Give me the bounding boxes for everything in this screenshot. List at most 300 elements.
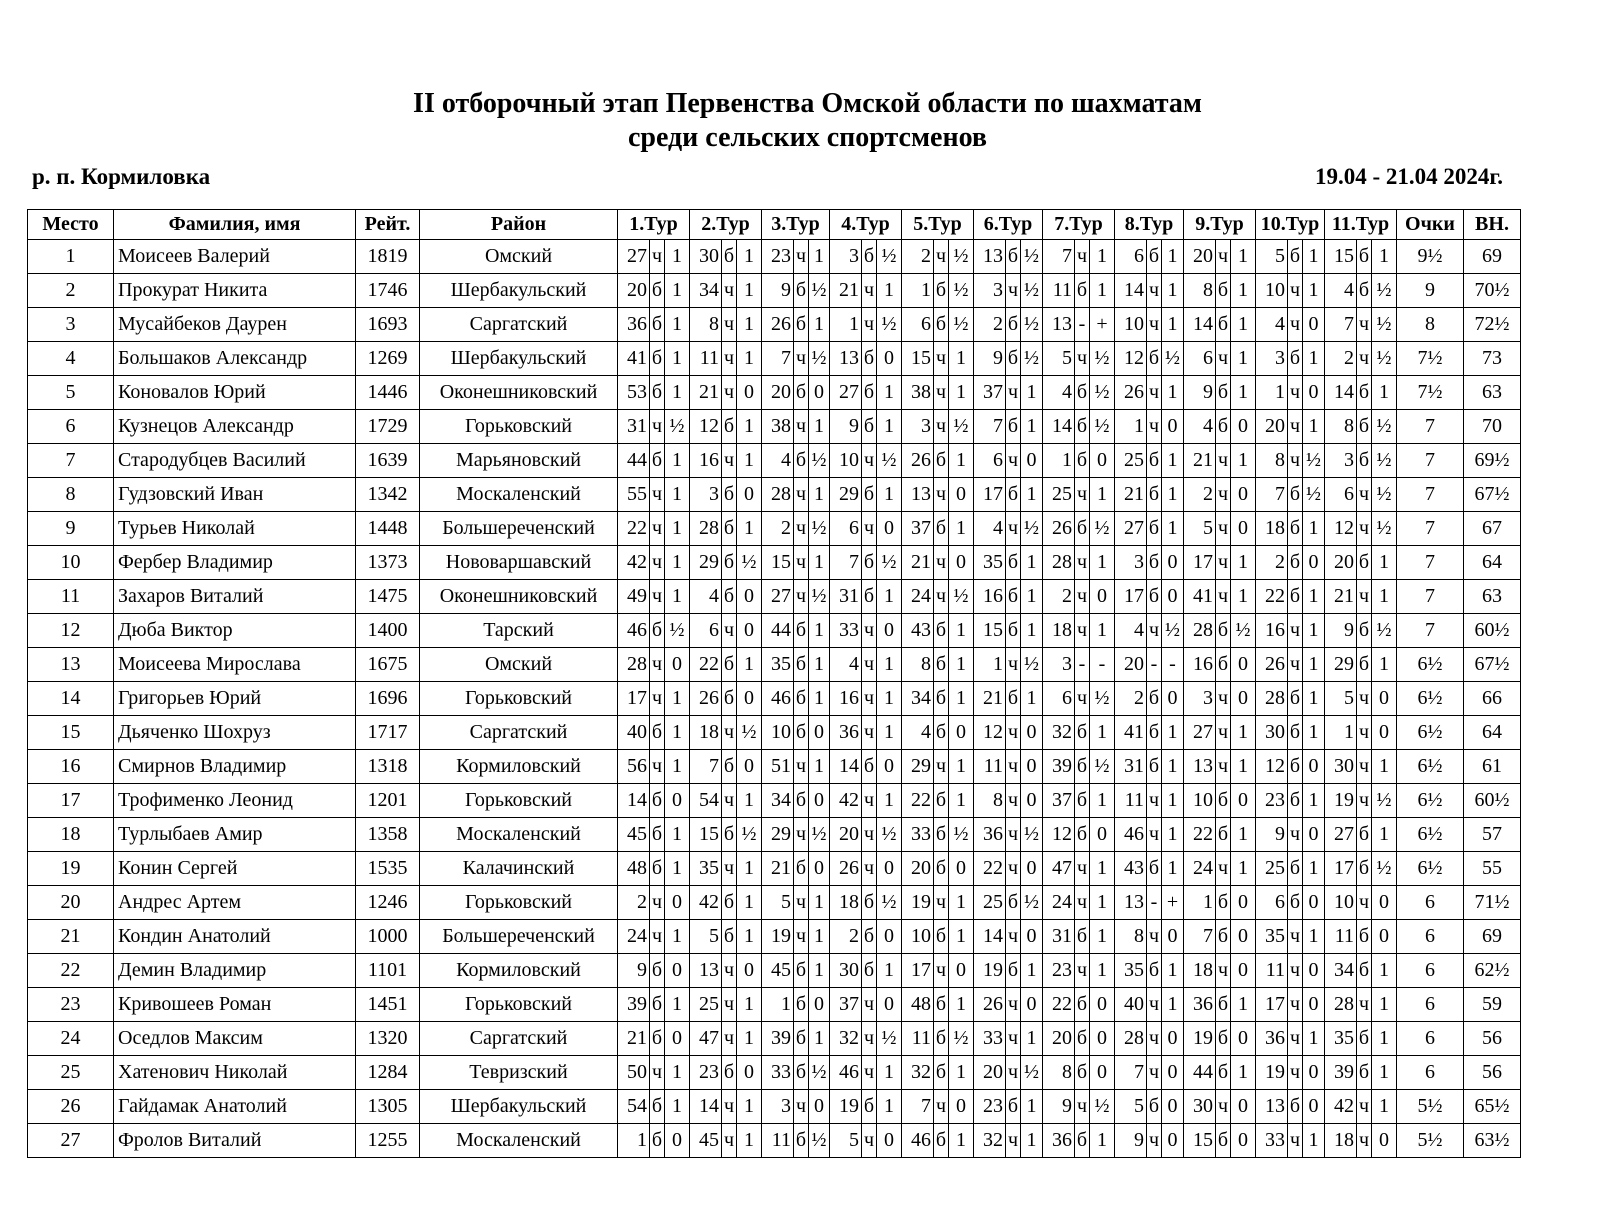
cell-opponent: 18 bbox=[1256, 512, 1288, 546]
cell-color: ч bbox=[1147, 920, 1162, 954]
cell-district: Горьковский bbox=[420, 988, 618, 1022]
cell-result: 0 bbox=[665, 784, 690, 818]
cell-result: 1 bbox=[1090, 614, 1115, 648]
header-round-2: 2.Тур bbox=[690, 210, 762, 240]
cell-color: ч bbox=[1147, 1056, 1162, 1090]
cell-result: 0 bbox=[737, 750, 762, 784]
cell-points: 5½ bbox=[1397, 1090, 1464, 1124]
cell-opponent: 23 bbox=[1043, 954, 1075, 988]
header-round-4: 4.Тур bbox=[830, 210, 902, 240]
cell-rating: 1255 bbox=[356, 1124, 420, 1158]
cell-place: 25 bbox=[28, 1056, 114, 1090]
cell-district: Марьяновский bbox=[420, 444, 618, 478]
table-row bbox=[28, 852, 1521, 886]
cell-opponent: 27 bbox=[830, 376, 862, 410]
cell-opponent: 31 bbox=[1115, 750, 1147, 784]
cell-color: б bbox=[934, 444, 949, 478]
cell-color: ч bbox=[650, 648, 665, 682]
cell-points: 7 bbox=[1397, 546, 1464, 580]
cell-color: б bbox=[722, 240, 737, 274]
cell-opponent: 34 bbox=[1325, 954, 1357, 988]
cell-opponent: 10 bbox=[1115, 308, 1147, 342]
cell-result: 0 bbox=[737, 1056, 762, 1090]
cell-result: 1 bbox=[1021, 376, 1043, 410]
cell-opponent: 6 bbox=[1256, 886, 1288, 920]
cell-name: Большаков Александр bbox=[114, 342, 356, 376]
cell-opponent: 22 bbox=[690, 648, 722, 682]
cell-opponent: 1 bbox=[1256, 376, 1288, 410]
cell-result: ½ bbox=[809, 580, 830, 614]
cell-color: б bbox=[650, 444, 665, 478]
cell-result: 1 bbox=[1303, 240, 1325, 274]
cell-opponent: 19 bbox=[830, 1090, 862, 1124]
cell-opponent: 28 bbox=[690, 512, 722, 546]
cell-result: 1 bbox=[1090, 1124, 1115, 1158]
cell-result: 0 bbox=[1231, 478, 1256, 512]
cell-result: 1 bbox=[1231, 444, 1256, 478]
cell-result: 1 bbox=[737, 342, 762, 376]
cell-color: ч bbox=[1288, 410, 1303, 444]
cell-result: 1 bbox=[1162, 240, 1184, 274]
cell-opponent: 7 bbox=[974, 410, 1006, 444]
cell-rating: 1320 bbox=[356, 1022, 420, 1056]
cell-rating: 1717 bbox=[356, 716, 420, 750]
cell-opponent: 16 bbox=[1184, 648, 1216, 682]
cell-color: б bbox=[1075, 784, 1090, 818]
cell-opponent: 22 bbox=[1184, 818, 1216, 852]
cell-opponent: 24 bbox=[1043, 886, 1075, 920]
cell-color: б bbox=[794, 308, 809, 342]
cell-color: ч bbox=[650, 512, 665, 546]
cell-color: ч bbox=[722, 1124, 737, 1158]
cell-color: ч bbox=[1075, 240, 1090, 274]
cell-result: ½ bbox=[1372, 784, 1397, 818]
cell-opponent: 3 bbox=[974, 274, 1006, 308]
cell-result: 1 bbox=[1372, 988, 1397, 1022]
cell-opponent: 40 bbox=[1115, 988, 1147, 1022]
cell-opponent: 1 bbox=[1325, 716, 1357, 750]
cell-color: б bbox=[934, 1056, 949, 1090]
cell-result: 1 bbox=[665, 512, 690, 546]
cell-name: Моисеева Мирослава bbox=[114, 648, 356, 682]
cell-result: 1 bbox=[1303, 614, 1325, 648]
cell-opponent: 19 bbox=[974, 954, 1006, 988]
cell-opponent: 17 bbox=[1115, 580, 1147, 614]
cell-points: 6 bbox=[1397, 988, 1464, 1022]
cell-color: ч bbox=[794, 546, 809, 580]
cell-rating: 1342 bbox=[356, 478, 420, 512]
cell-result: 1 bbox=[737, 1124, 762, 1158]
cell-opponent: 27 bbox=[762, 580, 794, 614]
cell-color: б bbox=[1147, 444, 1162, 478]
cell-color: ч bbox=[934, 1090, 949, 1124]
cell-color: ч bbox=[1357, 1090, 1372, 1124]
cell-place: 14 bbox=[28, 682, 114, 716]
cell-color: б bbox=[862, 580, 877, 614]
cell-color: ч bbox=[1075, 886, 1090, 920]
cell-opponent: 6 bbox=[1043, 682, 1075, 716]
header-row bbox=[28, 210, 1521, 240]
cell-opponent: 3 bbox=[830, 240, 862, 274]
cell-opponent: 26 bbox=[902, 444, 934, 478]
cell-color: б bbox=[1357, 546, 1372, 580]
cell-opponent: 47 bbox=[690, 1022, 722, 1056]
cell-result: 1 bbox=[665, 1056, 690, 1090]
cell-result: ½ bbox=[877, 444, 902, 478]
cell-opponent: 35 bbox=[1115, 954, 1147, 988]
cell-result: 0 bbox=[1231, 512, 1256, 546]
cell-district: Саргатский bbox=[420, 1022, 618, 1056]
cell-opponent: 30 bbox=[1184, 1090, 1216, 1124]
cell-result: 1 bbox=[665, 750, 690, 784]
cell-points: 7 bbox=[1397, 512, 1464, 546]
cell-opponent: 21 bbox=[1325, 580, 1357, 614]
cell-opponent: 2 bbox=[974, 308, 1006, 342]
cell-result: 1 bbox=[665, 308, 690, 342]
cell-opponent: 46 bbox=[618, 614, 650, 648]
cell-color: б bbox=[1075, 750, 1090, 784]
cell-opponent: 27 bbox=[1325, 818, 1357, 852]
cell-district: Кормиловский bbox=[420, 954, 618, 988]
cell-result: 1 bbox=[1021, 614, 1043, 648]
cell-opponent: 19 bbox=[1256, 1056, 1288, 1090]
cell-opponent: 36 bbox=[1184, 988, 1216, 1022]
cell-opponent: 11 bbox=[690, 342, 722, 376]
cell-opponent: 45 bbox=[762, 954, 794, 988]
cell-result: ½ bbox=[1021, 274, 1043, 308]
table-row bbox=[28, 274, 1521, 308]
cell-points: 6½ bbox=[1397, 852, 1464, 886]
cell-result: 0 bbox=[877, 750, 902, 784]
cell-opponent: 41 bbox=[1184, 580, 1216, 614]
cell-opponent: 45 bbox=[618, 818, 650, 852]
cell-opponent: 20 bbox=[1115, 648, 1147, 682]
cell-result: 0 bbox=[737, 478, 762, 512]
cell-opponent: 21 bbox=[902, 546, 934, 580]
cell-color: ч bbox=[722, 716, 737, 750]
cell-color: б bbox=[794, 988, 809, 1022]
cell-color: б bbox=[650, 1090, 665, 1124]
cell-name: Кривошеев Роман bbox=[114, 988, 356, 1022]
cell-opponent: 8 bbox=[1325, 410, 1357, 444]
cell-opponent: 14 bbox=[618, 784, 650, 818]
cell-color: б bbox=[722, 818, 737, 852]
header-round-1: 1.Тур bbox=[618, 210, 690, 240]
cell-tiebreak: 73 bbox=[1464, 342, 1521, 376]
cell-rating: 1318 bbox=[356, 750, 420, 784]
cell-place: 1 bbox=[28, 240, 114, 274]
cell-result: ½ bbox=[949, 240, 974, 274]
cell-opponent: 31 bbox=[618, 410, 650, 444]
cell-result: 1 bbox=[1372, 240, 1397, 274]
cell-color: б bbox=[722, 478, 737, 512]
table-row bbox=[28, 240, 1521, 274]
cell-opponent: 44 bbox=[618, 444, 650, 478]
cell-color: б bbox=[650, 614, 665, 648]
cell-color: ч bbox=[1288, 614, 1303, 648]
cell-rating: 1729 bbox=[356, 410, 420, 444]
cell-color: ч bbox=[1147, 1124, 1162, 1158]
cell-opponent: 45 bbox=[690, 1124, 722, 1158]
cell-opponent: 34 bbox=[690, 274, 722, 308]
cell-opponent: 6 bbox=[690, 614, 722, 648]
cell-result: 1 bbox=[1162, 274, 1184, 308]
cell-color: б bbox=[1147, 852, 1162, 886]
cell-color: ч bbox=[934, 580, 949, 614]
cell-result: ½ bbox=[809, 1124, 830, 1158]
cell-color: ч bbox=[862, 784, 877, 818]
cell-result: 1 bbox=[1090, 716, 1115, 750]
cell-result: 0 bbox=[1021, 716, 1043, 750]
cell-result: 0 bbox=[1090, 444, 1115, 478]
cell-opponent: 11 bbox=[1256, 954, 1288, 988]
cell-result: 0 bbox=[665, 1022, 690, 1056]
cell-color: б bbox=[1147, 750, 1162, 784]
cell-result: 1 bbox=[1231, 308, 1256, 342]
cell-rating: 1693 bbox=[356, 308, 420, 342]
cell-result: 1 bbox=[1303, 342, 1325, 376]
cell-opponent: 20 bbox=[1184, 240, 1216, 274]
table-row bbox=[28, 376, 1521, 410]
cell-place: 11 bbox=[28, 580, 114, 614]
cell-opponent: 41 bbox=[1115, 716, 1147, 750]
cell-result: 0 bbox=[665, 954, 690, 988]
cell-name: Коновалов Юрий bbox=[114, 376, 356, 410]
cell-opponent: 14 bbox=[974, 920, 1006, 954]
cell-rating: 1201 bbox=[356, 784, 420, 818]
cell-result: ½ bbox=[1372, 614, 1397, 648]
cell-result: ½ bbox=[1090, 410, 1115, 444]
cell-color: ч bbox=[1075, 954, 1090, 988]
cell-opponent: 9 bbox=[762, 274, 794, 308]
cell-rating: 1358 bbox=[356, 818, 420, 852]
cell-color: ч bbox=[934, 954, 949, 988]
cell-district: Кормиловский bbox=[420, 750, 618, 784]
cell-color: б bbox=[1216, 614, 1231, 648]
cell-opponent: 32 bbox=[830, 1022, 862, 1056]
cell-tiebreak: 56 bbox=[1464, 1056, 1521, 1090]
header-round-3: 3.Тур bbox=[762, 210, 830, 240]
table-row bbox=[28, 1056, 1521, 1090]
cell-opponent: 43 bbox=[902, 614, 934, 648]
cell-result: 0 bbox=[1021, 444, 1043, 478]
cell-color: ч bbox=[1357, 784, 1372, 818]
cell-opponent: 42 bbox=[830, 784, 862, 818]
cell-color: ч bbox=[1006, 716, 1021, 750]
cell-opponent: 15 bbox=[1325, 240, 1357, 274]
cell-tiebreak: 66 bbox=[1464, 682, 1521, 716]
cell-color: ч bbox=[1357, 682, 1372, 716]
header-round-5: 5.Тур bbox=[902, 210, 974, 240]
cell-name: Турлыбаев Амир bbox=[114, 818, 356, 852]
cell-result: 0 bbox=[1303, 750, 1325, 784]
cell-name: Кузнецов Александр bbox=[114, 410, 356, 444]
cell-result: 1 bbox=[949, 784, 974, 818]
cell-opponent: 15 bbox=[974, 614, 1006, 648]
cell-color: б bbox=[794, 1056, 809, 1090]
cell-opponent: 4 bbox=[830, 648, 862, 682]
cell-opponent: 24 bbox=[618, 920, 650, 954]
cell-opponent: 14 bbox=[690, 1090, 722, 1124]
cell-result: 0 bbox=[1303, 988, 1325, 1022]
cell-color: ч bbox=[1357, 716, 1372, 750]
cell-opponent: 2 bbox=[1043, 580, 1075, 614]
cell-district: Шербакульский bbox=[420, 342, 618, 376]
cell-result: 1 bbox=[877, 954, 902, 988]
cell-color: ч bbox=[1357, 512, 1372, 546]
cell-color: ч bbox=[862, 648, 877, 682]
table-row bbox=[28, 920, 1521, 954]
cell-color: ч bbox=[650, 1056, 665, 1090]
cell-color: ч bbox=[794, 240, 809, 274]
cell-opponent: 39 bbox=[618, 988, 650, 1022]
cell-result: 0 bbox=[949, 954, 974, 988]
cell-rating: 1000 bbox=[356, 920, 420, 954]
cell-result: 1 bbox=[665, 444, 690, 478]
cell-opponent: 7 bbox=[830, 546, 862, 580]
cell-opponent: 6 bbox=[1115, 240, 1147, 274]
cell-opponent: 6 bbox=[1325, 478, 1357, 512]
cell-opponent: 14 bbox=[1115, 274, 1147, 308]
cell-color: б bbox=[1147, 580, 1162, 614]
cell-result: 1 bbox=[877, 1056, 902, 1090]
cell-color: б bbox=[934, 648, 949, 682]
cell-color: ч bbox=[1006, 988, 1021, 1022]
cell-result: 1 bbox=[1303, 1022, 1325, 1056]
cell-color: ч bbox=[934, 342, 949, 376]
cell-rating: 1446 bbox=[356, 376, 420, 410]
cell-result: ½ bbox=[877, 308, 902, 342]
cell-color: б bbox=[1075, 920, 1090, 954]
cell-color: б bbox=[1006, 682, 1021, 716]
cell-color: ч bbox=[650, 410, 665, 444]
cell-opponent: 13 bbox=[830, 342, 862, 376]
cell-opponent: 23 bbox=[974, 1090, 1006, 1124]
cell-opponent: 3 bbox=[1043, 648, 1075, 682]
cell-opponent: 4 bbox=[1043, 376, 1075, 410]
cell-result: 1 bbox=[1021, 546, 1043, 580]
cell-opponent: 31 bbox=[830, 580, 862, 614]
cell-color: б bbox=[1357, 274, 1372, 308]
header-tiebreak: ВН. bbox=[1464, 210, 1521, 240]
cell-result: 1 bbox=[1090, 274, 1115, 308]
cell-result: 0 bbox=[1162, 580, 1184, 614]
cell-opponent: 4 bbox=[762, 444, 794, 478]
cell-result: 0 bbox=[1303, 376, 1325, 410]
cell-result: 0 bbox=[809, 852, 830, 886]
cell-result: ½ bbox=[877, 886, 902, 920]
cell-result: ½ bbox=[809, 512, 830, 546]
cell-opponent: 38 bbox=[902, 376, 934, 410]
cell-district: Шербакульский bbox=[420, 274, 618, 308]
cell-rating: 1819 bbox=[356, 240, 420, 274]
header-round-10: 10.Тур bbox=[1256, 210, 1325, 240]
cell-result: 1 bbox=[737, 444, 762, 478]
cell-color: б bbox=[862, 954, 877, 988]
cell-result: ½ bbox=[877, 818, 902, 852]
cell-opponent: 8 bbox=[1043, 1056, 1075, 1090]
cell-color: ч bbox=[722, 784, 737, 818]
cell-opponent: 33 bbox=[1256, 1124, 1288, 1158]
cell-tiebreak: 63 bbox=[1464, 580, 1521, 614]
cell-color: б bbox=[1216, 376, 1231, 410]
cell-district: Омский bbox=[420, 240, 618, 274]
cell-opponent: 7 bbox=[902, 1090, 934, 1124]
cell-place: 6 bbox=[28, 410, 114, 444]
cell-color: ч bbox=[650, 750, 665, 784]
cell-color: ч bbox=[1216, 1090, 1231, 1124]
cell-opponent: 42 bbox=[1325, 1090, 1357, 1124]
cell-opponent: 13 bbox=[902, 478, 934, 512]
cell-result: ½ bbox=[877, 546, 902, 580]
cell-color: б bbox=[1288, 342, 1303, 376]
cell-result: 1 bbox=[1162, 852, 1184, 886]
cell-color: ч bbox=[1006, 274, 1021, 308]
cell-opponent: 14 bbox=[830, 750, 862, 784]
cell-color: ч bbox=[1006, 818, 1021, 852]
cell-result: 1 bbox=[737, 1022, 762, 1056]
cell-opponent: 51 bbox=[762, 750, 794, 784]
cell-color: ч bbox=[1147, 410, 1162, 444]
cell-color: ч bbox=[934, 478, 949, 512]
cell-result: ½ bbox=[1231, 614, 1256, 648]
cell-result: ½ bbox=[1090, 682, 1115, 716]
cell-color: ч bbox=[1288, 1056, 1303, 1090]
cell-opponent: 20 bbox=[974, 1056, 1006, 1090]
cell-opponent: 9 bbox=[1184, 376, 1216, 410]
table-row bbox=[28, 342, 1521, 376]
cell-result: 1 bbox=[809, 410, 830, 444]
cell-result: 0 bbox=[1162, 410, 1184, 444]
cell-tiebreak: 70 bbox=[1464, 410, 1521, 444]
cell-result: 1 bbox=[809, 1022, 830, 1056]
cell-opponent: 30 bbox=[1256, 716, 1288, 750]
cell-opponent: 4 bbox=[690, 580, 722, 614]
cell-color: ч bbox=[650, 920, 665, 954]
cell-result: 0 bbox=[1303, 818, 1325, 852]
cell-color: б bbox=[1075, 444, 1090, 478]
cell-opponent: 5 bbox=[762, 886, 794, 920]
cell-opponent: 4 bbox=[974, 512, 1006, 546]
cell-place: 9 bbox=[28, 512, 114, 546]
cell-color: б bbox=[934, 988, 949, 1022]
cell-opponent: 34 bbox=[902, 682, 934, 716]
cell-points: 7 bbox=[1397, 444, 1464, 478]
cell-result: 1 bbox=[665, 342, 690, 376]
cell-color: б bbox=[1147, 240, 1162, 274]
cell-result: 0 bbox=[877, 852, 902, 886]
cell-opponent: 16 bbox=[830, 682, 862, 716]
tournament-dates: 19.04 - 21.04 2024г. bbox=[1314, 164, 1503, 189]
cell-opponent: 19 bbox=[902, 886, 934, 920]
cell-opponent: 33 bbox=[830, 614, 862, 648]
cell-color: ч bbox=[862, 988, 877, 1022]
cell-result: 1 bbox=[809, 954, 830, 988]
cell-district: Омский bbox=[420, 648, 618, 682]
cell-color: ч bbox=[1006, 648, 1021, 682]
cell-opponent: 1 bbox=[902, 274, 934, 308]
cell-color: ч bbox=[650, 546, 665, 580]
cell-opponent: 25 bbox=[1256, 852, 1288, 886]
cell-rating: 1535 bbox=[356, 852, 420, 886]
cell-opponent: 20 bbox=[1325, 546, 1357, 580]
cell-result: 0 bbox=[1090, 1022, 1115, 1056]
cell-color: ч bbox=[1147, 1022, 1162, 1056]
cell-result: ½ bbox=[1090, 750, 1115, 784]
table-row bbox=[28, 478, 1521, 512]
cell-color: б bbox=[1075, 410, 1090, 444]
cell-color: б bbox=[862, 886, 877, 920]
